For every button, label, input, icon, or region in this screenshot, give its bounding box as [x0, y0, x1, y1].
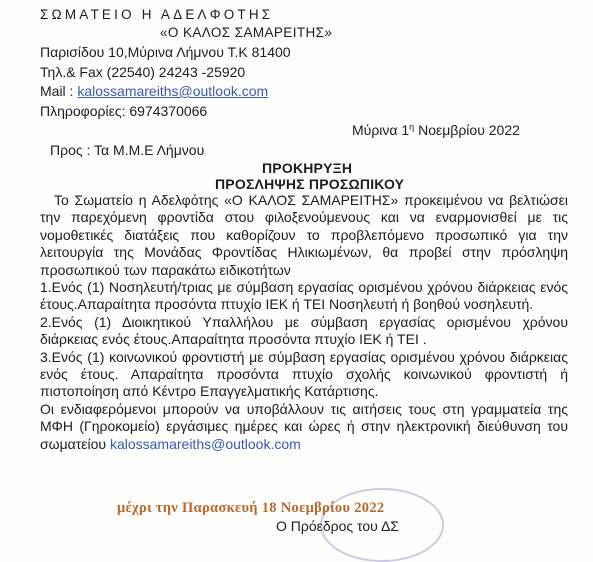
body-text	[40, 192, 568, 453]
tel-fax: Τηλ.& Fax (22540) 24243 -25920	[40, 64, 246, 80]
org-name: ΣΩΜΑΤΕΙΟ Η ΑΔΕΛΦΟΤΗΣ	[40, 7, 274, 22]
item-1: 1.Ενός (1) Νοσηλευτή/τριας με σύμβαση εργασίας ορισμένου χρόνου διάρκειας ενός έτους.Απαραίτητα προσόντα πτυχίο ΙΕΚ ή ΤΕΙ Νοσηλευτή ή βοηθού νοσηλευτή.	[40, 279, 568, 313]
mail-label: Mail :	[40, 83, 78, 99]
address: Παρισίδου 10,Μύρινα Λήμνου Τ.Κ 81400	[40, 44, 291, 60]
org-subname: «Ο ΚΑΛΟΣ ΣΑΜΑΡΕΙΤΗΣ»	[160, 25, 333, 40]
signature: Ο Πρόεδρος του ΔΣ	[276, 518, 399, 534]
date	[352, 119, 520, 139]
mail-link[interactable]: kalossamareiths@outlook.com	[77, 83, 269, 99]
date-sup: η	[409, 122, 415, 132]
deadline: μέχρι την Παρασκευή 18 Νοεμβρίου 2022	[117, 500, 385, 516]
info-phone: Πληροφορίες: 6974370066	[40, 103, 208, 119]
item-2: 2.Ενός (1) Διοικητικού Υπαλλήλου με σύμβαση εργασίας ορισμένου χρόνου διάρκειας ενός έτους.Απαραίτητα προσόντα πτυχίο ΙΕΚ ή ΤΕΙ .	[40, 313, 568, 348]
closing-paragraph	[40, 401, 568, 453]
date-prefix: Μύρινα 1	[352, 122, 410, 138]
mail-line	[40, 83, 268, 100]
item-3: 3.Ενός (1) κοινωνικού φροντιστή με σύμβαση εργασίας ορισμένου χρόνου διάρκειας ενός έτους. Απαραίτητα προσόντα πτυχίο σχολής κοινωνικού φροντιστή ή πιστοποίηση από Κέντρο Επαγγελματικής Κατάρτισης.	[40, 348, 568, 400]
title-1: ΠΡΟΚΗΡΥΞΗ	[262, 160, 353, 176]
intro-paragraph: Το Σωματείο η Αδελφότης «Ο ΚΑΛΟΣ ΣΑΜΑΡΕΙΤΗΣ» προκειμένου να βελτιώσει την παρεχόμενη φροντίδα στου φιλοξενούμενους και να εναρμονισθεί με τις νομοθετικές διατάξεις που καθορίζουν το προβλεπόμενο προσωπικό για την λειτουργία της Μονάδας Φροντίδας Ηλικιωμένων, θα προβεί στην πρόσληψη προσωπικού των παρακάτω ειδικοτήτων	[40, 192, 568, 278]
date-suffix: Νοεμβρίου 2022	[414, 122, 520, 138]
recipient: Προς : Τα Μ.Μ.Ε Λήμνου	[50, 142, 205, 158]
title-2: ΠΡΟΣΛΗΨΗΣ ΠΡΟΣΩΠΙΚΟΥ	[215, 176, 405, 192]
closing-text: Οι ενδιαφερόμενοι μπορούν να υποβάλλουν τις αιτήσεις τους στη γραμματεία της ΜΦΗ (Γηροκομείο) εργάσιμες ημέρες και ώρες ή στην ηλεκτρονική διεύθυνση του σωματείου	[40, 400, 568, 452]
closing-email[interactable]: kalossamareiths@outlook.com	[109, 435, 301, 452]
